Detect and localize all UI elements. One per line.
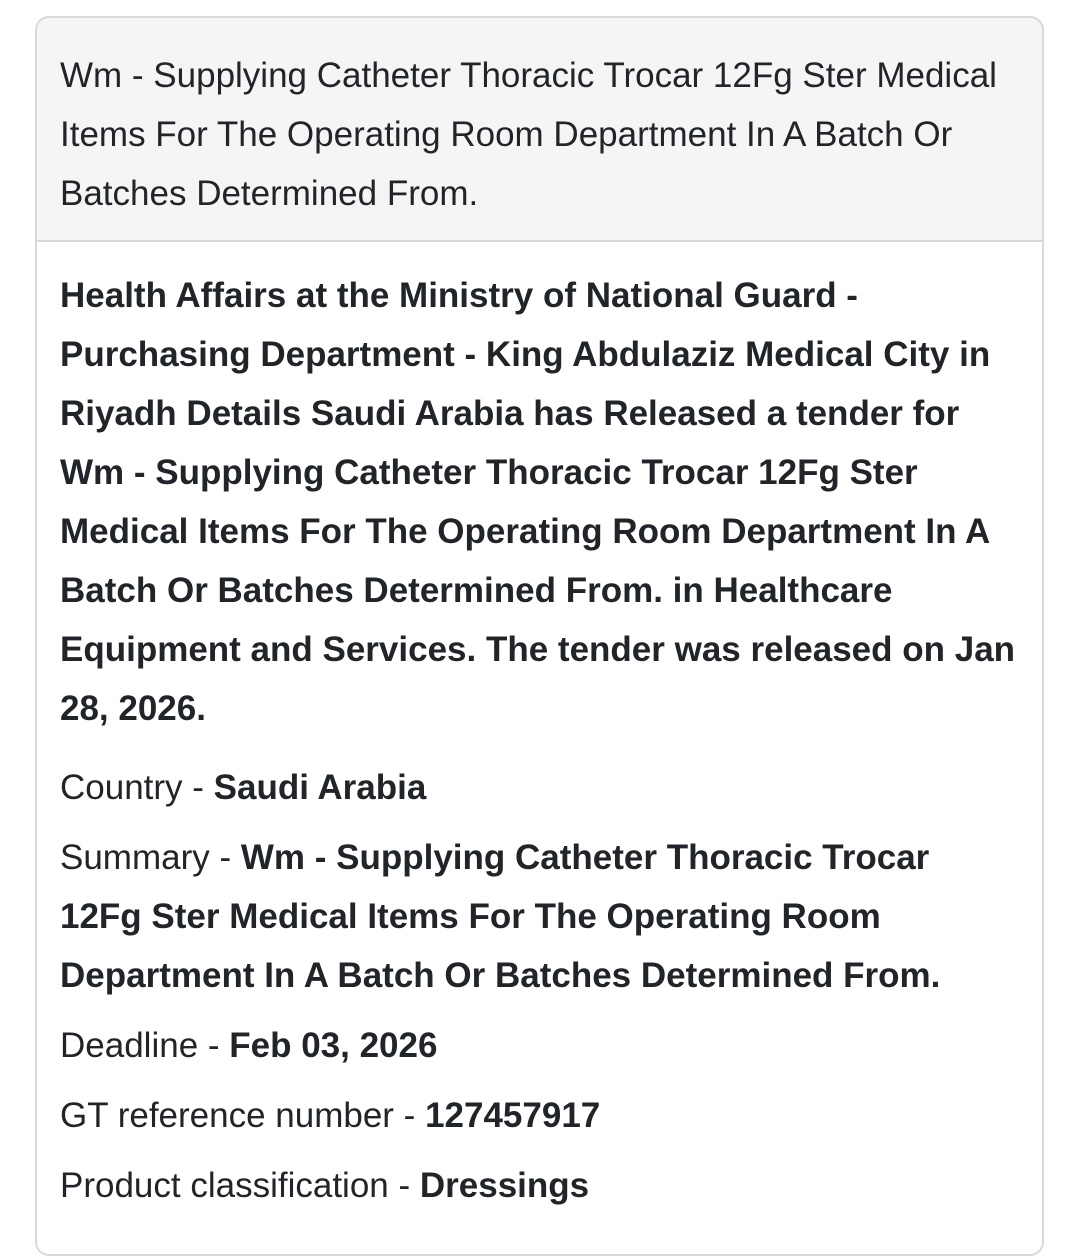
description-tender-name: Wm - Supplying Catheter Thoracic Trocar 12Fg Ster Medical Items For The Operating Room Department In A Batch Or Batches Determined From. — [60, 453, 989, 610]
field-label: Summary - — [60, 838, 241, 877]
field-product-classification — [60, 1156, 1018, 1215]
tender-body — [37, 242, 1042, 1215]
field-country — [60, 758, 1018, 817]
field-summary — [60, 828, 1018, 1005]
tender-card — [35, 16, 1044, 1256]
field-label: Country - — [60, 768, 214, 807]
field-value: Wm - Supplying Catheter Thoracic Trocar 12Fg Ster Medical Items For The Operating Room Department In A Batch Or Batches Determined From. — [60, 838, 941, 995]
field-deadline — [60, 1016, 1018, 1075]
description-prefix: Health Affairs at the Ministry of National Guard - Purchasing Department - King Abdulaziz Medical City in Riyadh Details Saudi Arabia has Released a tender for — [60, 276, 991, 433]
tender-description — [60, 266, 1018, 738]
field-value: 127457917 — [425, 1096, 601, 1135]
description-suffix: in Healthcare Equipment and Services. The tender was released on Jan 28, 2026. — [60, 571, 1016, 728]
field-label: Deadline - — [60, 1026, 230, 1065]
field-label: Product classification - — [60, 1166, 420, 1205]
field-value: Dressings — [419, 1166, 590, 1205]
tender-title: Wm - Supplying Catheter Thoracic Trocar 12Fg Ster Medical Items For The Operating Room Department In A Batch Or Batches Determined From. — [37, 18, 1042, 242]
field-value: Saudi Arabia — [213, 768, 427, 807]
field-label: GT reference number - — [60, 1096, 426, 1135]
field-value: Feb 03, 2026 — [229, 1026, 438, 1065]
field-gt-reference — [60, 1086, 1018, 1145]
